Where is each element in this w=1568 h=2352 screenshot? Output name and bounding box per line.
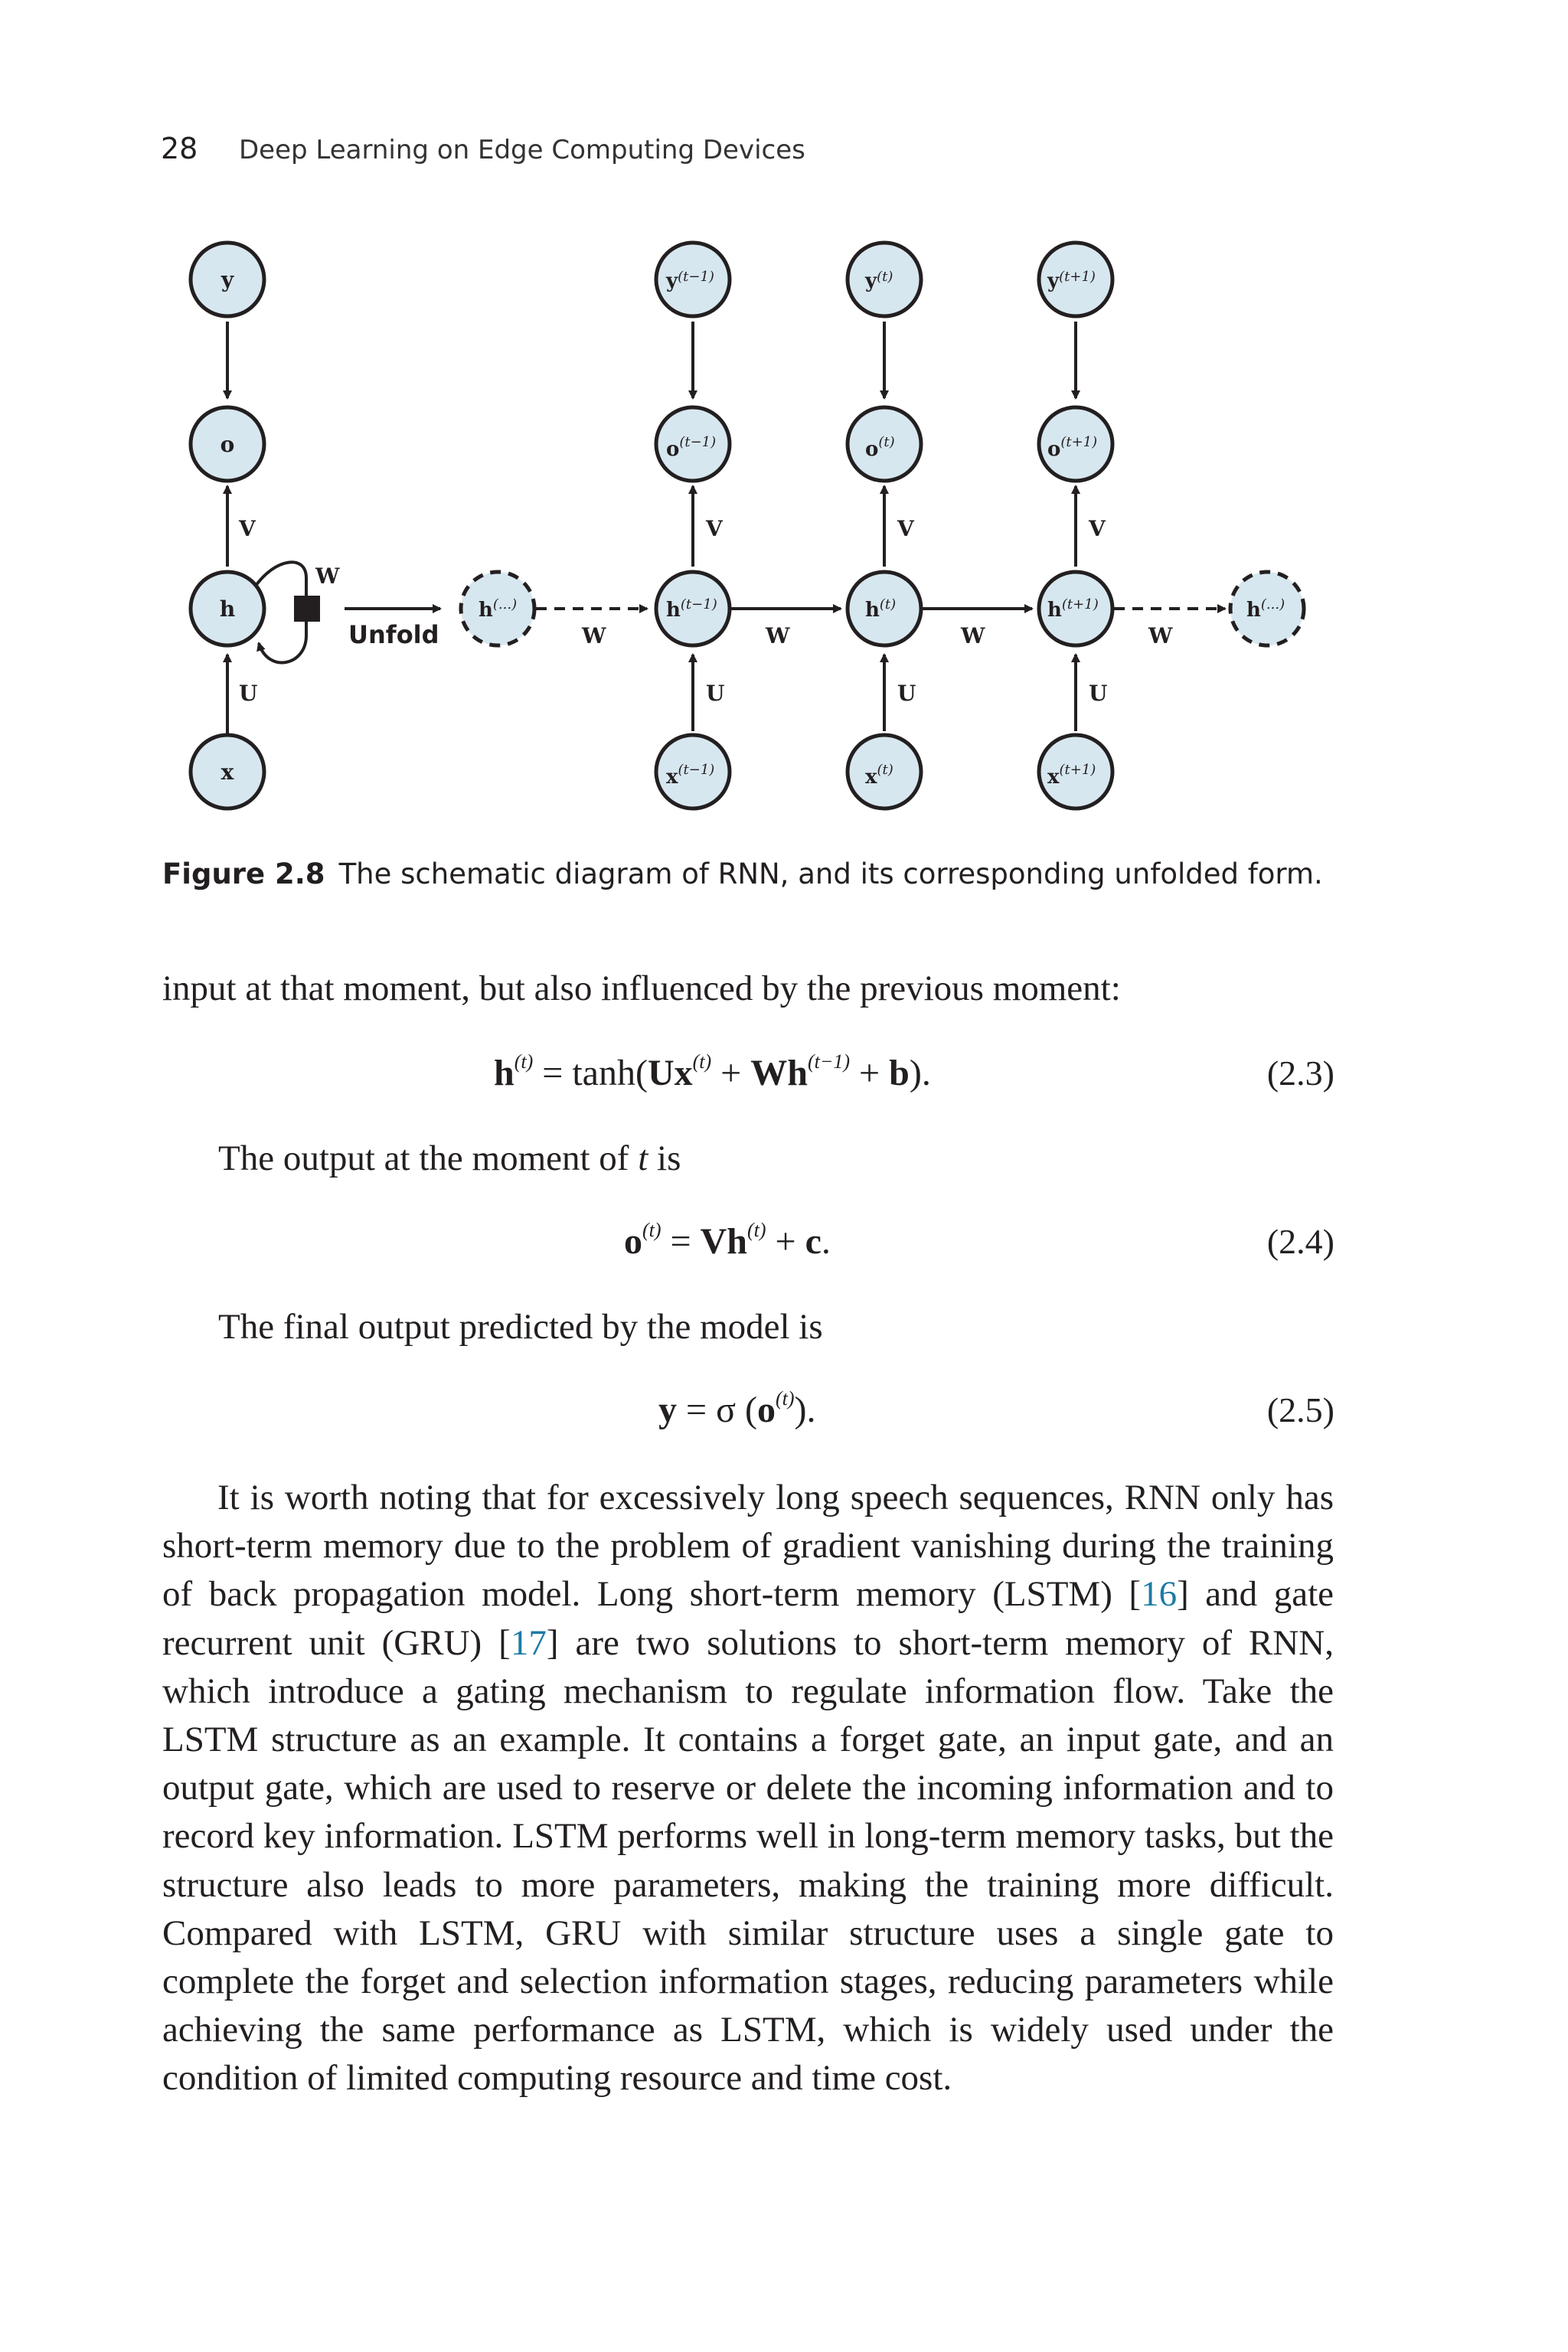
- svg-text:h(t+1): $h^{(t+1)}$: [1047, 596, 1099, 622]
- body-paragraph: It is worth noting that for excessively long speech sequences, RNN only has short-term memory due to the problem of gradient vanishing during the training of back propagation model. Long short-term memory (LSTM) [16] and gate recurrent unit (GRU) [17] are two solutions to short-term memory of RNN, which introduce a gating mechanism to regulate information flow. Take the LSTM structure as an example. It contains a forget gate, an input gate, and an output gate, which are used to reserve or delete the incoming information and to record key information. LSTM performs well in long-term memory tasks, but the structure also leads to more parameters, making the training more difficult. Compared with LSTM, GRU with similar structure uses a single gate to complete the forget and selection information stages, reducing parameters while achieving the same performance as LSTM, which is widely used under the condition of limited computing resource and time cost.: [162, 1478, 1334, 2099]
- node-h-ellipsis-right-label: h(...): [1246, 596, 1285, 622]
- w-label-2: W: [766, 623, 790, 648]
- u-label-3: U: [1089, 681, 1108, 706]
- column-t-minus-1: [656, 243, 730, 808]
- output-line: The output at the moment of t is: [218, 1138, 681, 1178]
- w-label-3: W: [961, 623, 985, 648]
- node-h-label: h: [219, 596, 236, 622]
- figure-caption-label: Figure 2.8: [162, 858, 325, 890]
- node-x-label: x: [220, 760, 234, 785]
- equation-2-3: $h^{(t)} = \tanh(Ux^{(t)} + Wh^{(t-1)} + b)$.: [494, 1050, 931, 1093]
- node-o-label: o: [220, 432, 235, 457]
- svg-text:o(t): $o^{(t)}$: [865, 434, 895, 461]
- svg-text:h(t): $h^{(t)}$: [865, 596, 897, 622]
- folded-rnn: [191, 243, 340, 808]
- svg-text:o(t−1): $o^{(t-1)}$: [666, 434, 717, 461]
- equation-2-5-number: (2.5): [1266, 1390, 1334, 1429]
- v-label-3: V: [1089, 516, 1106, 541]
- unfolded-rnn: [461, 243, 1304, 808]
- equation-2-4-number: (2.4): [1266, 1222, 1334, 1261]
- figure-caption: [162, 858, 1323, 890]
- folded-w-label: W: [315, 564, 340, 589]
- equation-2-5: y = σ $(o^{(t)})$.: [658, 1387, 816, 1430]
- u-label-2: U: [897, 681, 916, 706]
- node-y-label: y: [220, 267, 234, 292]
- svg-text:y(t): $y^{(t)}$: [865, 269, 893, 292]
- equation-2-4: $o^{(t)} = Vh^{(t)} + c$.: [624, 1219, 831, 1262]
- running-title: Deep Learning on Edge Computing Devices: [239, 135, 805, 165]
- svg-text:x(t−1): $x^{(t-1)}$: [666, 762, 715, 789]
- svg-text:x(t): $x^{(t)}$: [865, 762, 893, 789]
- final-output-line: The final output predicted by the model is: [218, 1307, 823, 1347]
- svg-text:y(t−1): $y^{(t-1)}$: [666, 269, 714, 292]
- rnn-diagram: [153, 230, 1348, 842]
- folded-u-label: U: [239, 681, 258, 706]
- w-label-4: W: [1148, 623, 1173, 648]
- svg-text:y(t+1): $y^{(t+1)}$: [1047, 269, 1096, 292]
- svg-text:x(t+1): $x^{(t+1)}$: [1047, 762, 1096, 789]
- v-label-1: V: [706, 516, 723, 541]
- svg-text:h(t−1): $h^{(t-1)}$: [666, 596, 717, 622]
- citation-16[interactable]: 16: [1141, 1574, 1178, 1615]
- figure-caption-text: The schematic diagram of RNN, and its corresponding unfolded form.: [338, 858, 1323, 890]
- node-h-ellipsis-left-label: h(...): [479, 596, 518, 622]
- citation-17[interactable]: 17: [510, 1622, 547, 1663]
- intro-line: input at that moment, but also influenced by the previous moment:: [162, 969, 1121, 1008]
- column-t-plus-1: [1039, 243, 1112, 808]
- w-label-1: W: [582, 623, 606, 648]
- column-t: [848, 243, 921, 808]
- svg-text:o(t+1): $o^{(t+1)}$: [1047, 434, 1098, 461]
- delay-square: [294, 596, 320, 622]
- v-label-2: V: [897, 516, 914, 541]
- folded-v-label: V: [239, 516, 256, 541]
- page-number: 28: [161, 132, 198, 165]
- u-label-1: U: [706, 681, 725, 706]
- unfold-label: Unfold: [348, 620, 439, 649]
- equation-2-3-number: (2.3): [1266, 1054, 1334, 1093]
